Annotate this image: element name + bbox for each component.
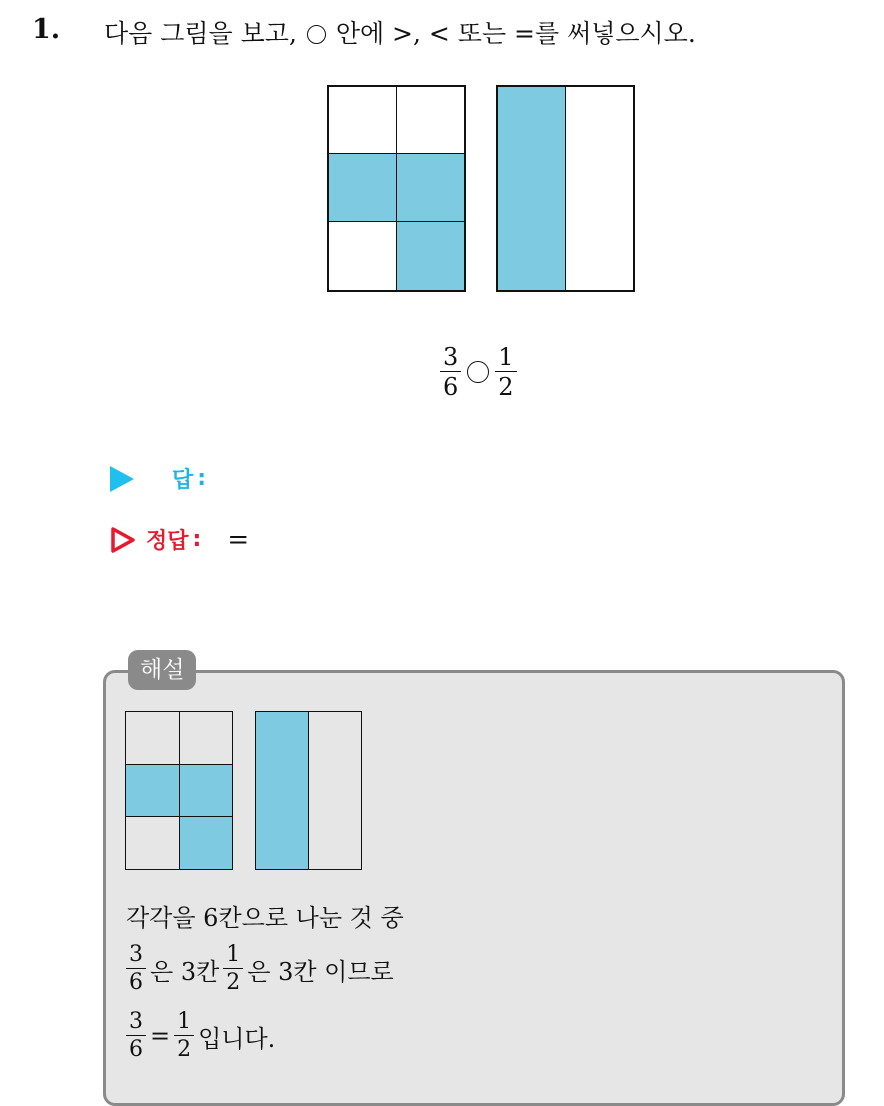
blank-circle-icon [307,25,326,44]
fraction-figure-left [327,85,466,292]
question-text-part1: 다음 그림을 보고, [104,19,297,48]
fraction-right [495,345,516,399]
fraction [174,1011,194,1061]
numerator: 1 [174,1011,194,1036]
explanation-text: 은 3칸 이므로 [247,957,394,986]
question-number: 1. [32,14,61,45]
fraction-figure-right [496,85,635,292]
denominator: 6 [129,1037,143,1062]
answer-colon: : [197,466,207,491]
numerator: 3 [126,944,146,969]
explanation-text: 각각을 6칸으로 나눈 것 중 [126,904,404,932]
explanation-line-3 [126,1011,279,1061]
equals-sign: = [150,1022,171,1050]
fraction-left [440,345,461,399]
fraction [223,944,243,994]
numerator: 3 [440,345,461,372]
explanation-line-1 [126,898,404,933]
answer-label: 답 [172,468,194,493]
question-text [104,14,696,50]
correct-answer-value: = [227,524,250,555]
denominator: 2 [177,1037,192,1062]
correct-answer-row [110,524,249,555]
outline-triangle-icon [110,526,136,554]
explanation-figure-left [125,711,233,870]
numerator: 1 [223,944,243,969]
denominator: 2 [498,373,514,401]
answer-row [110,463,206,494]
denominator: 6 [129,970,143,995]
fraction [126,944,146,994]
numerator: 1 [495,345,516,372]
question-text-part2: 안에 >, < 또는 =를 써넣으시오. [335,19,696,48]
correct-answer-colon: : [192,527,202,552]
answer-circle-icon[interactable] [467,361,489,383]
numerator: 3 [126,1011,146,1036]
explanation-text: 입니다. [198,1024,276,1053]
denominator: 6 [443,373,459,401]
comparison-expression [440,345,517,399]
denominator: 2 [226,970,241,995]
explanation-text: 은 3칸 [150,957,220,986]
explanation-figure-right [255,711,362,870]
play-triangle-icon [110,466,134,492]
correct-answer-label: 정답 [146,529,189,554]
fraction [126,1011,146,1061]
explanation-tag: 해설 [128,650,196,690]
explanation-line-2 [126,944,398,994]
